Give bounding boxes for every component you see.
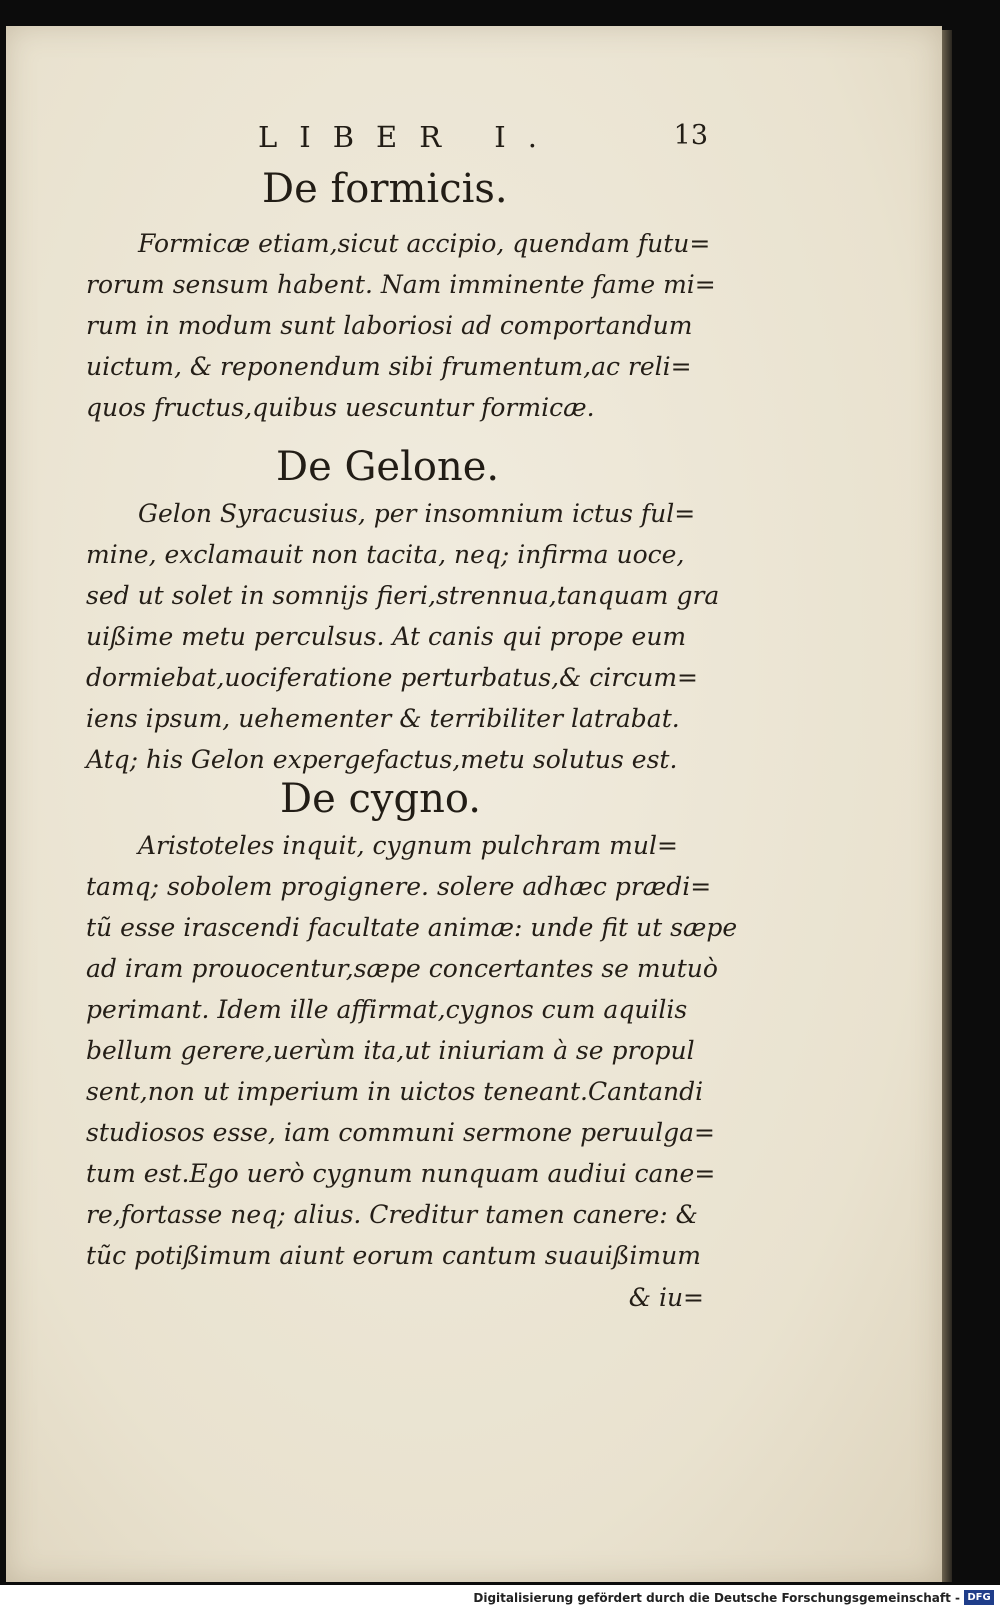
footer-bar bbox=[0, 1585, 1000, 1611]
text-line: dormiebat,uociferatione perturbatus,& circum= bbox=[86, 663, 698, 692]
catchword: & iu= bbox=[628, 1283, 704, 1312]
text-line: tũ esse irascendi facultate animæ: unde fit ut sæpe bbox=[86, 913, 738, 942]
section-heading-formicis: De formicis. bbox=[262, 166, 508, 212]
page-edge bbox=[942, 30, 952, 1582]
text-line: uictum, & reponendum sibi frumentum,ac reli= bbox=[86, 352, 692, 381]
dfg-logo-icon: DFG bbox=[964, 1590, 994, 1605]
page-number: 13 bbox=[673, 120, 708, 151]
text-line: mine, exclamauit non tacita, neq; infirma uoce, bbox=[86, 540, 685, 569]
text-line: Atq; his Gelon expergefactus,metu solutus est. bbox=[86, 745, 678, 774]
section-text-gelone bbox=[86, 493, 720, 780]
text-line: perimant. Idem ille affirmat,cygnos cum aquilis bbox=[86, 995, 688, 1024]
text-line: sed ut solet in somnijs fieri,strennua,tanquam gra bbox=[86, 581, 720, 610]
text-line: bellum gerere,uerùm ita,ut iniuriam à se propul bbox=[86, 1036, 695, 1065]
text-line: tamq; sobolem progignere. solere adhæc prædi= bbox=[86, 872, 712, 901]
text-line: re,fortasse neq; alius. Creditur tamen canere: & bbox=[86, 1200, 698, 1229]
running-title: LIBER I. bbox=[258, 120, 559, 154]
text-line: Formicæ etiam,sicut accipio, quendam futu= bbox=[138, 229, 711, 258]
text-line: rum in modum sunt laboriosi ad comportandum bbox=[86, 311, 693, 340]
text-line: quos fructus,quibus uescuntur formicæ. bbox=[86, 393, 595, 422]
text-line: ad iram prouocentur,sæpe concertantes se mutuò bbox=[86, 954, 718, 983]
text-line: tũc potißimum aiunt eorum cantum suauißimum bbox=[86, 1241, 701, 1270]
text-line: uißime metu perculsus. At canis qui prope eum bbox=[86, 622, 687, 651]
text-line: sent,non ut imperium in uictos teneant.Cantandi bbox=[86, 1077, 704, 1106]
text-line: Aristoteles inquit, cygnum pulchram mul= bbox=[138, 831, 678, 860]
text-line: studiosos esse, iam communi sermone peruulga= bbox=[86, 1118, 715, 1147]
footer-credit: Digitalisierung gefördert durch die Deutsche Forschungsgemeinschaft - bbox=[473, 1591, 960, 1605]
section-text-formicis bbox=[86, 223, 716, 428]
section-heading-cygno: De cygno. bbox=[280, 776, 481, 822]
text-line: tum est.Ego uerò cygnum nunquam audiui cane= bbox=[86, 1159, 716, 1188]
section-heading-gelone: De Gelone. bbox=[276, 444, 500, 490]
text-line: rorum sensum habent. Nam imminente fame mi= bbox=[86, 270, 716, 299]
section-text-cygno bbox=[86, 825, 738, 1276]
running-head bbox=[258, 120, 708, 160]
text-line: iens ipsum, uehementer & terribiliter latrabat. bbox=[86, 704, 680, 733]
text-line: Gelon Syracusius, per insomnium ictus ful= bbox=[138, 499, 696, 528]
